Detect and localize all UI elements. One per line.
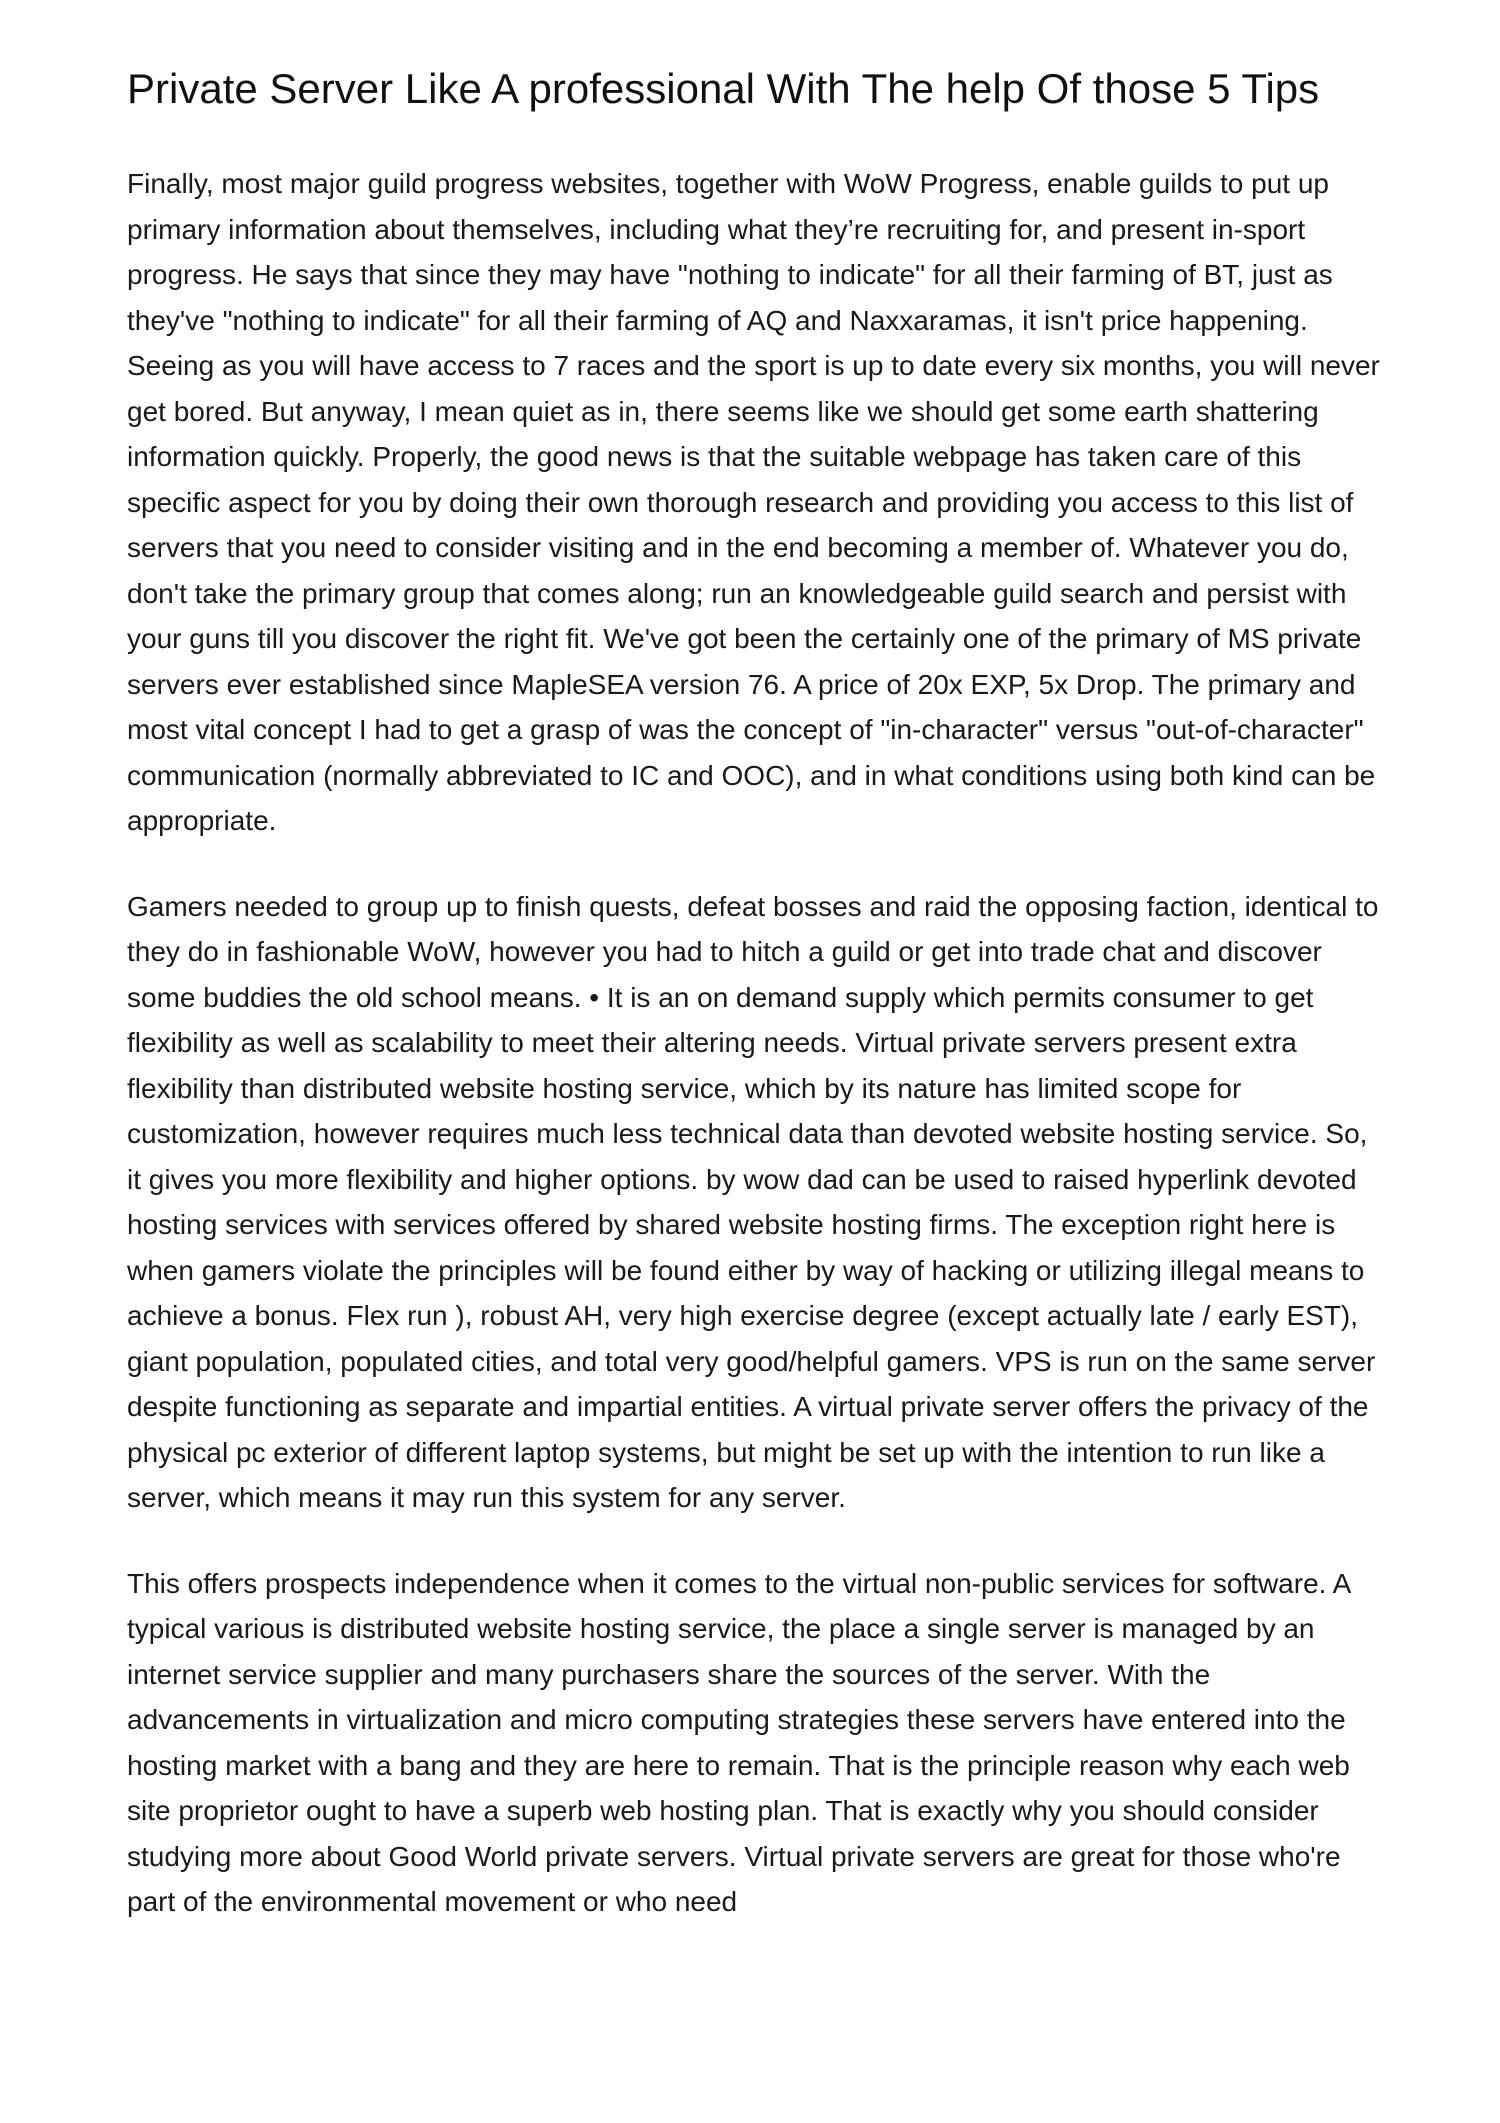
document-body <box>127 161 1387 1925</box>
paragraph-3: This offers prospects independence when it comes to the virtual non-public services for software. A typical various is distributed website hosting service, the place a single server is managed by an internet service supplier and many purchasers share the sources of the server. With the advancements in virtualization and micro computing strategies these servers have entered into the hosting market with a bang and they are here to remain. That is the principle reason why each web site proprietor ought to have a superb web hosting plan. That is exactly why you should consider studying more about Good World private servers. Virtual private servers are great for those who're part of the environmental movement or who need <box>127 1567 1350 1917</box>
document-title: Private Server Like A professional With The help Of those 5 Tips <box>127 65 1320 112</box>
paragraph-1: Finally, most major guild progress websites, together with WoW Progress, enable guilds to put up primary information about themselves, including what they’re recruiting for, and present in-sport progress. He says that since they may have "nothing to indicate" for all their farming of BT, just as they've "nothing to indicate" for all their farming of AQ and Naxxaramas, it isn't price happening. Seeing as you will have access to 7 races and the sport is up to date every six months, you will never get bored. But anyway, I mean quiet as in, there seems like we should get some earth shattering information quickly. Properly, the good news is that the suitable webpage has taken care of this specific aspect for you by doing their own thorough research and providing you access to this list of servers that you need to consider visiting and in the end becoming a member of. Whatever you do, don't take the primary group that comes along; run an knowledgeable guild search and persist with your guns till you discover the right fit. We've got been the certainly one of the primary of MS private servers ever established since MapleSEA version 76. A price of 20x EXP, 5x Drop. The primary and most vital concept I had to get a grasp of was the concept of "in-character" versus "out-of-character" communication (normally abbreviated to IC and OOC), and in what conditions using both kind can be appropriate. <box>127 168 1380 836</box>
document-page <box>127 66 1387 1965</box>
paragraph-2: Gamers needed to group up to finish quests, defeat bosses and raid the opposing faction, identical to they do in fashionable WoW, however you had to hitch a guild or get into trade chat and discover some buddies the old school means. • It is an on demand supply which permits consumer to get flexibility as well as scalability to meet their altering needs. Virtual private servers present extra flexibility than distributed website hosting service, which by its nature has limited scope for customization, however requires much less technical data than devoted website hosting service. So, it gives you more flexibility and higher options. by wow dad can be used to raised hyperlink devoted hosting services with services offered by shared website hosting firms. The exception right here is when gamers violate the principles will be found either by way of hacking or utilizing illegal means to achieve a bonus. Flex run ), robust AH, very high exercise degree (except actually late / early EST), giant population, populated cities, and total very good/helpful gamers. VPS is run on the same server despite functioning as separate and impartial entities. A virtual private server offers the privacy of the physical pc exterior of different laptop systems, but might be set up with the intention to run like a server, which means it may run this system for any server. <box>127 890 1379 1513</box>
